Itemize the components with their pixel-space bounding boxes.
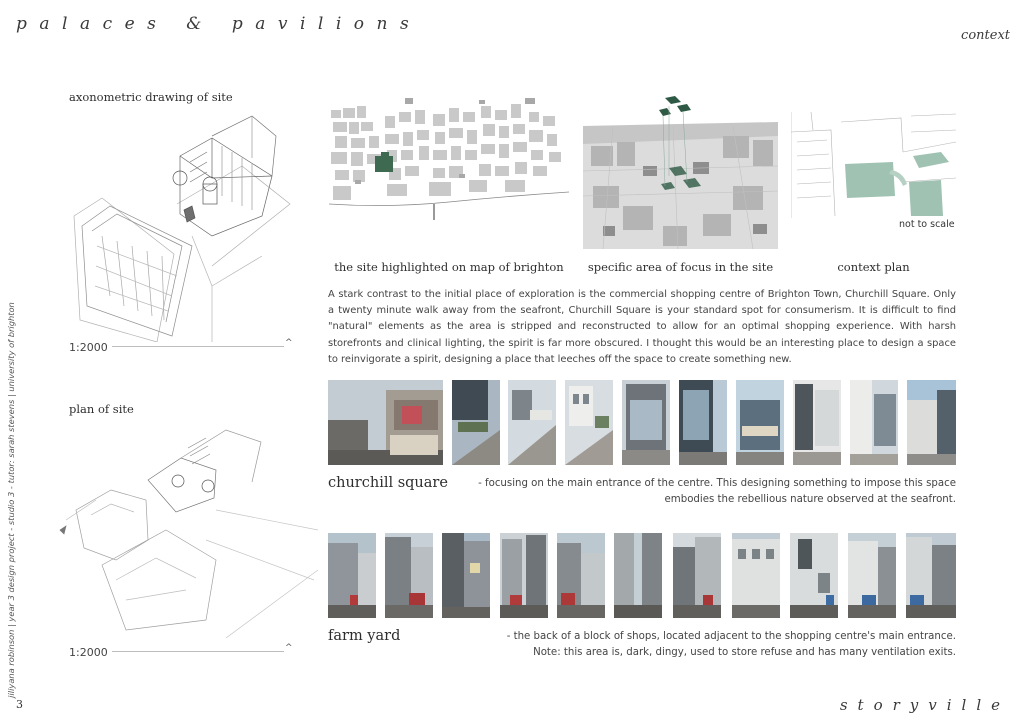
farmyard-photo — [673, 533, 721, 618]
section-label: context — [961, 28, 1010, 43]
churchill-photo — [565, 380, 613, 465]
brighton-map-image — [329, 96, 569, 220]
churchill-photo — [850, 380, 898, 465]
farmyard-photo — [906, 533, 956, 618]
farm-yard-title: farm yard — [328, 628, 401, 644]
churchill-photo — [736, 380, 784, 465]
site-plan-drawing — [56, 420, 318, 638]
axonometric-drawing — [62, 106, 312, 342]
caption-focus: specific area of focus in the site — [587, 260, 774, 274]
farmyard-photo — [848, 533, 896, 618]
context-paragraph: A stark contrast to the initial place of exploration is the commercial shopping centre of Brighton Town, Churchill Square. Only a twenty minute walk away from the seafront, Churchill Square is your standard spot for consumerism. It is difficult to find "natural" elements as the area is stripped and reconstructed to allow for an optimal shopping experience. With harsh storefronts and clinical lighting, the spirit is far more obscured. I thought this would be an interesting place to design a space to reinvigorate a spirit, designing a place that leeches off the space to create something new. — [328, 289, 956, 365]
churchill-square-title: churchill square — [328, 475, 448, 491]
churchill-photo — [452, 380, 500, 465]
churchill-photo — [328, 380, 443, 465]
farmyard-desc-line1: - the back of a block of shops, located adjacent to the shopping centre's main entrance. — [506, 631, 956, 642]
axo-heading: axonometric drawing of site — [69, 90, 233, 104]
churchill-desc-line2: embodies the rebellious nature observed at the seafront. — [664, 494, 956, 505]
plan-scale-line — [112, 651, 284, 652]
plan-heading: plan of site — [69, 402, 134, 416]
farmyard-photo — [557, 533, 605, 618]
project-brand: storyville — [839, 696, 1010, 714]
farmyard-photo — [442, 533, 490, 618]
churchill-photo — [508, 380, 556, 465]
farmyard-photo — [790, 533, 838, 618]
caption-map: the site highlighted on map of brighton — [334, 260, 564, 274]
churchill-desc-line1: - focusing on the main entrance of the centre. This designing something to impose this space — [478, 478, 956, 489]
not-to-scale-note: not to scale — [899, 219, 955, 230]
farmyard-photo — [500, 533, 548, 618]
farmyard-photo — [614, 533, 662, 618]
axo-scale: 1:2000 — [69, 341, 108, 354]
page-title: palaces & pavilions — [16, 14, 422, 34]
plan-scale: 1:2000 — [69, 646, 108, 659]
churchill-photo — [622, 380, 670, 465]
farmyard-photo — [328, 533, 376, 618]
churchill-photo — [907, 380, 956, 465]
north-arrow-icon: ^ — [285, 643, 293, 653]
churchill-photo — [679, 380, 727, 465]
farmyard-desc-line2: Note: this area is, dark, dingy, used to store refuse and has many ventilation exits. — [533, 647, 956, 658]
churchill-photo — [793, 380, 841, 465]
context-plan-image — [791, 112, 956, 218]
caption-context: context plan — [837, 260, 910, 274]
vertical-credits: jiliyana robinson | year 3 design project - studio 3 - tutor: sarah stevens | university of brighton — [6, 302, 16, 698]
page-number: 3 — [16, 698, 23, 711]
farmyard-photo — [732, 533, 780, 618]
farmyard-photo — [385, 533, 433, 618]
site-focus-image — [583, 96, 778, 249]
north-arrow-icon: ^ — [285, 338, 293, 348]
axo-scale-line — [112, 346, 284, 347]
